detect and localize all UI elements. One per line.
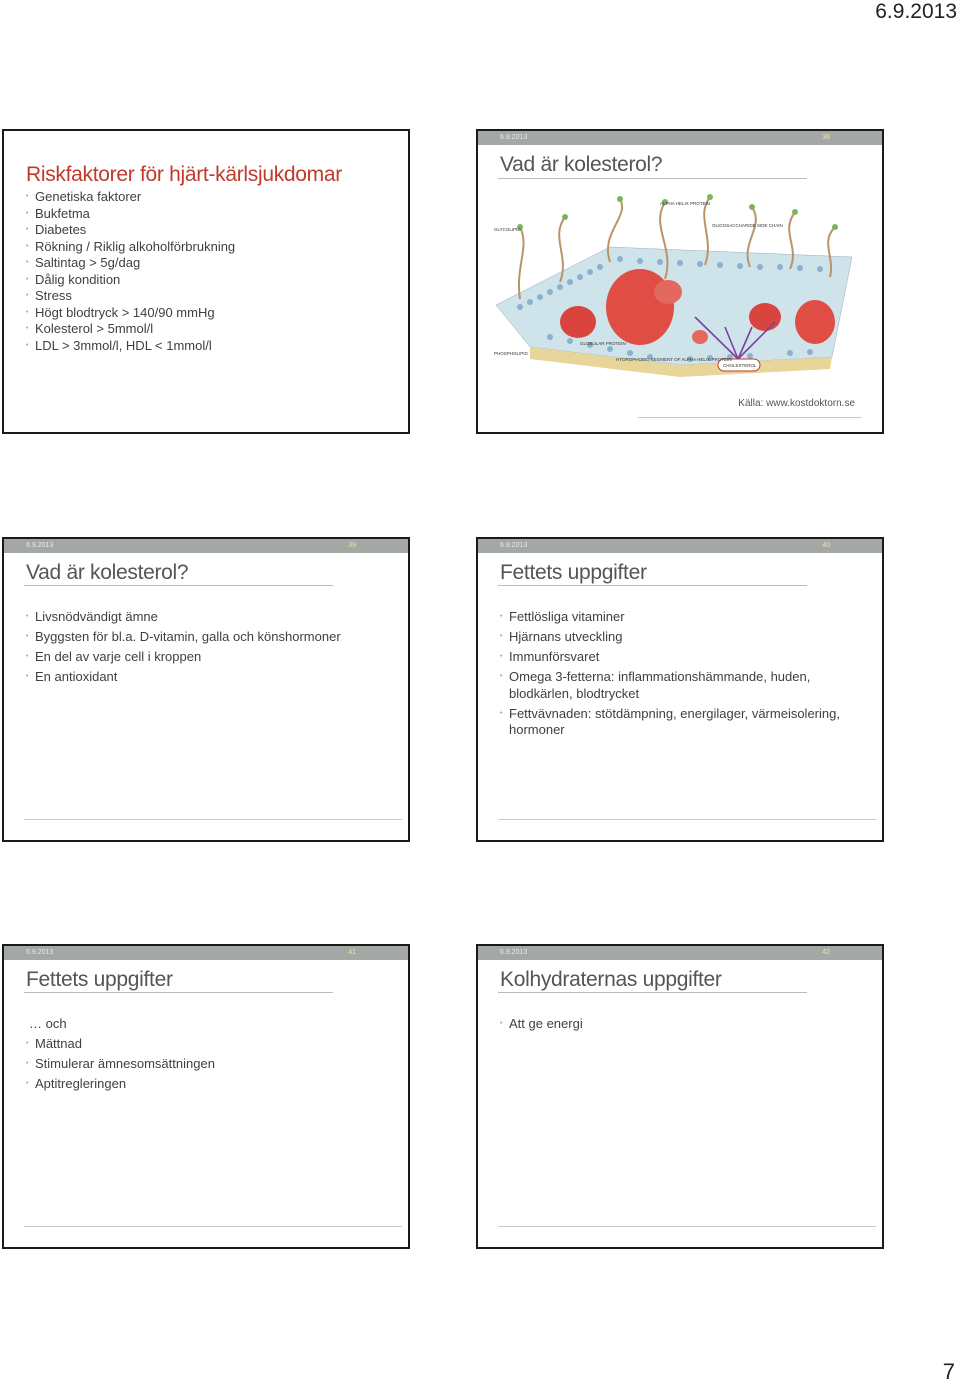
slide-number: 41 (348, 949, 356, 956)
slide-date: 6.9.2013 (500, 949, 528, 956)
slide-title: Vad är kolesterol? (26, 561, 189, 584)
slide-title: Fettets uppgifter (26, 968, 173, 991)
slide-header-bar (478, 539, 882, 553)
slide-header-bar (4, 539, 408, 553)
footer-line (638, 417, 862, 418)
slide-number: 40 (822, 542, 830, 549)
slide-date: 6.9.2013 (26, 542, 54, 549)
slide-39 (2, 537, 410, 842)
page-date: 6.9.2013 (875, 0, 957, 23)
slide-38 (476, 129, 884, 434)
bullet-list (26, 609, 388, 689)
slide-title: Riskfaktorer för hjärt-kärlsjukdomar (26, 163, 342, 186)
list-item: • Hjärnans utveckling (500, 629, 862, 646)
list-item: • Stress (26, 288, 388, 305)
list-item: • Mättnad (26, 1036, 388, 1053)
list-item: • Fettvävnaden: stötdämpning, energilager, värmeisolering, hormoner (500, 706, 862, 739)
slide-date: 6.9.2013 (500, 134, 528, 141)
slide-date: 6.9.2013 (26, 949, 54, 956)
footer-line (24, 819, 402, 820)
title-underline (498, 178, 807, 179)
list-item: • LDL > 3mmol/l, HDL < 1mmol/l (26, 338, 388, 355)
list-item: • Bukfetma (26, 206, 388, 223)
figure-label: ALPHA HELIX PROTEIN (660, 201, 711, 206)
slide-header-bar (4, 946, 408, 960)
bullet-list (500, 609, 862, 742)
slide-42 (476, 944, 884, 1249)
figure-label: GLYCOLIPID (494, 227, 521, 232)
list-item: • Fettlösliga vitaminer (500, 609, 862, 626)
bullet-list (500, 1016, 862, 1036)
figure-label: HYDROPHOBIC SEGMENT OF ALPHA HELIX PROTEIN (616, 357, 732, 362)
page-number: 7 (942, 1359, 955, 1384)
slide-number: 42 (822, 949, 830, 956)
figure-label: CHOLESTEROL (723, 363, 757, 368)
title-underline (24, 992, 333, 993)
figure-label: PHOSPHOLIPID (494, 351, 528, 356)
list-item: • Byggsten för bl.a. D-vitamin, galla och könshormoner (26, 629, 388, 646)
list-item: • Immunförsvaret (500, 649, 862, 666)
list-item: • Dålig kondition (26, 272, 388, 289)
footer-line (498, 819, 876, 820)
slide-number: 39 (348, 542, 356, 549)
slide-date: 6.9.2013 (500, 542, 528, 549)
bullet-list (26, 189, 388, 354)
slide-number: 38 (822, 134, 830, 141)
list-item: • Högt blodtryck > 140/90 mmHg (26, 305, 388, 322)
source-caption: Källa: www.kostdoktorn.se (738, 398, 855, 409)
list-item: • En antioxidant (26, 669, 388, 686)
list-item: • Kolesterol > 5mmol/l (26, 321, 388, 338)
list-item: • Rökning / Riklig alkoholförbrukning (26, 239, 388, 256)
slide-title: Fettets uppgifter (500, 561, 647, 584)
list-item: • Att ge energi (500, 1016, 862, 1033)
figure-label: GLOBULAR PROTEIN (580, 341, 626, 346)
bullet-list (26, 1016, 388, 1096)
slide-37 (2, 129, 410, 434)
title-underline (24, 585, 333, 586)
cell-membrane-figure (490, 187, 860, 387)
list-item: • Stimulerar ämnesomsättningen (26, 1056, 388, 1073)
list-intro: … och (29, 1016, 67, 1031)
slide-title: Vad är kolesterol? (500, 153, 663, 176)
list-item: • Aptitregleringen (26, 1076, 388, 1093)
slide-header-bar (478, 946, 882, 960)
slide-title: Kolhydraternas uppgifter (500, 968, 722, 991)
list-item: • Diabetes (26, 222, 388, 239)
slide-header-bar (478, 131, 882, 145)
footer-line (498, 1226, 876, 1227)
title-underline (498, 992, 807, 993)
title-underline (498, 585, 807, 586)
slide-41 (2, 944, 410, 1249)
list-item: • Omega 3-fetterna: inflammationshämmande, huden, blodkärlen, blodtrycket (500, 669, 862, 702)
slide-40 (476, 537, 884, 842)
list-item: • Livsnödvändigt ämne (26, 609, 388, 626)
list-item: • En del av varje cell i kroppen (26, 649, 388, 666)
figure-label: OLIGOSACCHARIDE SIDE CHAIN (712, 223, 783, 228)
list-item: • Genetiska faktorer (26, 189, 388, 206)
footer-line (24, 1226, 402, 1227)
list-item: • Saltintag > 5g/dag (26, 255, 388, 272)
